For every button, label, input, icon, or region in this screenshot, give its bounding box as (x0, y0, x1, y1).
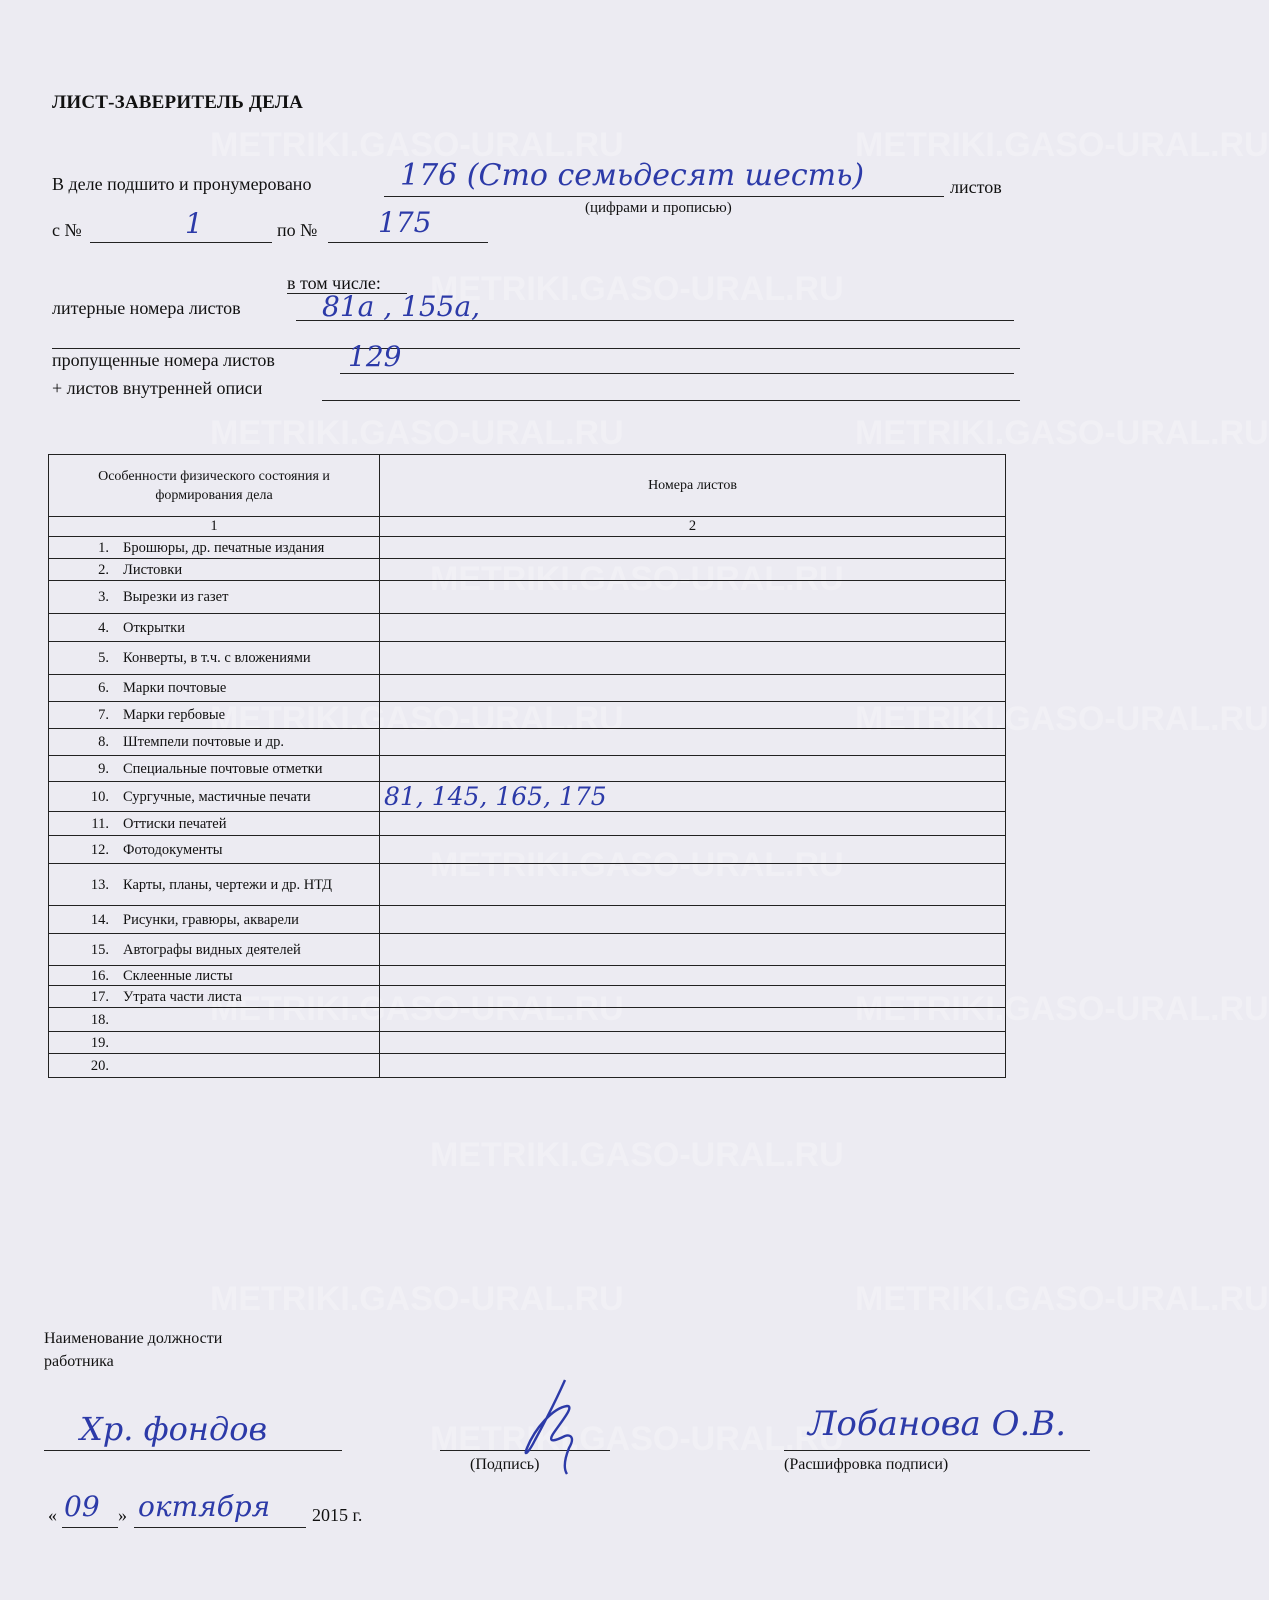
row-label: Марки почтовые (123, 680, 227, 696)
row-value (380, 906, 1006, 934)
including-label: в том числе: (287, 273, 381, 293)
signature-label: (Подпись) (470, 1456, 540, 1473)
row-number: 12. (90, 841, 109, 858)
row-value (380, 559, 1006, 581)
row-number: 19. (90, 1034, 109, 1051)
from-number-value: 1 (185, 207, 203, 240)
table-row (49, 756, 1006, 782)
to-number-value: 175 (378, 206, 432, 239)
table-row (49, 729, 1006, 756)
watermark: METRIKI.GASO-URAL.RU (210, 414, 624, 452)
watermark: METRIKI.GASO-URAL.RU (430, 1420, 844, 1458)
row-label: Рисунки, гравюры, акварели (123, 911, 299, 928)
row-label: Открытки (123, 619, 185, 636)
row-value (380, 864, 1006, 906)
row-number: 11. (91, 815, 109, 832)
date-day: 09 (64, 1490, 100, 1523)
header-page-numbers: Номера листов (380, 455, 1006, 517)
row-value-seals (380, 782, 1006, 812)
watermark: METRIKI.GASO-URAL.RU (855, 126, 1269, 164)
row-value (380, 986, 1006, 1008)
missing-numbers-label: пропущенные номера листов (52, 350, 275, 370)
table-row (49, 906, 1006, 934)
decipher-underline (784, 1450, 1090, 1451)
inner-inventory-label: + листов внутренней описи (52, 378, 263, 398)
row-number: 15. (90, 941, 109, 958)
table-row (49, 702, 1006, 729)
row-label: Специальные почтовые отметки (123, 760, 323, 777)
missing-numbers-underline (340, 373, 1014, 374)
row-number: 13. (90, 876, 109, 893)
row-label: Вырезки из газет (123, 589, 229, 605)
row-label: Карты, планы, чертежи и др. НТД (123, 876, 333, 893)
missing-numbers-value: 129 (348, 340, 402, 373)
row-number: 7. (98, 707, 109, 723)
inner-inventory-underline (322, 400, 1020, 401)
row-label: Склеенные листы (123, 967, 233, 984)
row-number: 18. (90, 1011, 109, 1028)
table-row (49, 934, 1006, 966)
position-label-line1: Наименование должности (44, 1330, 223, 1347)
watermark: METRIKI.GASO-URAL.RU (855, 990, 1269, 1028)
date-year: 2015 г. (312, 1505, 363, 1525)
to-number-label: по № (277, 220, 318, 240)
row-label: Сургучные, мастичные печати (123, 788, 311, 805)
sewn-pages-value: 176 (Сто семьдесят шесть) (400, 158, 865, 193)
letter-numbers-value: 81а , 155а, (322, 290, 481, 323)
document-title: ЛИСТ-ЗАВЕРИТЕЛЬ ДЕЛА (52, 92, 304, 113)
row-number: 4. (98, 619, 109, 636)
row-value (380, 934, 1006, 966)
row-value (380, 1032, 1006, 1054)
table-row (49, 864, 1006, 906)
decipher-label: (Расшифровка подписи) (784, 1456, 949, 1473)
watermark: METRIKI.GASO-URAL.RU (855, 1280, 1269, 1318)
row-value (380, 836, 1006, 864)
row-number: 3. (98, 589, 109, 605)
from-number-label: с № (52, 220, 82, 240)
row-number: 8. (98, 734, 109, 750)
sewn-pages-label: В деле подшито и пронумеровано (52, 174, 312, 194)
position-value: Хр. фондов (80, 1410, 268, 1448)
row-number: 14. (90, 911, 109, 928)
date-close-quote: » (118, 1505, 127, 1525)
row-value (380, 614, 1006, 642)
watermark: METRIKI.GASO-URAL.RU (210, 990, 624, 1028)
row-number: 5. (98, 650, 109, 666)
digits-words-hint: (цифрами и прописью) (585, 200, 732, 216)
table-row (49, 537, 1006, 559)
table-row (49, 1054, 1006, 1078)
letter-numbers-label: литерные номера листов (52, 298, 241, 318)
watermark: METRIKI.GASO-URAL.RU (855, 414, 1269, 452)
from-number-underline (90, 242, 272, 243)
watermark: METRIKI.GASO-URAL.RU (210, 700, 624, 738)
row-label: Автографы видных деятелей (123, 941, 301, 958)
position-label-line2: работника (44, 1353, 114, 1370)
decipher-value: Лобанова О.В. (808, 1404, 1067, 1444)
table-row (49, 836, 1006, 864)
date-month-underline (134, 1527, 306, 1528)
table-row (49, 581, 1006, 614)
row-value (380, 642, 1006, 675)
physical-state-table (48, 454, 1006, 1078)
row-label: Штемпели почтовые и др. (123, 734, 285, 750)
to-number-underline (328, 242, 488, 243)
table-row (49, 642, 1006, 675)
table-row (49, 559, 1006, 581)
row-value (380, 675, 1006, 702)
table-row (49, 986, 1006, 1008)
table-row (49, 1032, 1006, 1054)
table-row (49, 782, 1006, 812)
row-number: 16. (90, 967, 109, 984)
row-value (380, 702, 1006, 729)
row-number: 17. (90, 988, 109, 1005)
table-row (49, 614, 1006, 642)
row-value (380, 756, 1006, 782)
watermark: METRIKI.GASO-URAL.RU (430, 270, 844, 308)
watermark: METRIKI.GASO-URAL.RU (430, 1136, 844, 1174)
row-number: 9. (98, 760, 109, 777)
row-label: Марки гербовые (123, 707, 226, 723)
row-value (380, 812, 1006, 836)
row-number: 2. (98, 561, 109, 578)
date-day-underline (62, 1527, 118, 1528)
row-value (380, 1054, 1006, 1078)
date-open-quote: « (48, 1505, 57, 1525)
row-value (380, 966, 1006, 986)
table-row (49, 1008, 1006, 1032)
table-row (49, 966, 1006, 986)
row-label: Оттиски печатей (123, 815, 227, 832)
column-index-2: 2 (380, 517, 1006, 537)
seal-pages-value: 81, 145, 165, 175 (384, 782, 607, 811)
table-header-row (49, 455, 1006, 517)
watermark: METRIKI.GASO-URAL.RU (210, 126, 624, 164)
row-label: Утрата части листа (123, 988, 242, 1005)
row-value (380, 1008, 1006, 1032)
row-number: 6. (98, 680, 109, 696)
header-features: Особенности физического состояния и формирования дела (49, 455, 380, 517)
row-number: 10. (90, 788, 109, 805)
row-label: Брошюры, др. печатные издания (123, 539, 325, 556)
date-month: октября (138, 1490, 271, 1523)
pages-suffix: листов (950, 177, 1002, 197)
row-value (380, 729, 1006, 756)
table-index-row (49, 517, 1006, 537)
row-number: 20. (90, 1057, 109, 1074)
row-label: Фотодокументы (123, 841, 223, 858)
watermark: METRIKI.GASO-URAL.RU (430, 846, 844, 884)
table-row (49, 812, 1006, 836)
watermark: METRIKI.GASO-URAL.RU (430, 560, 844, 598)
letter-numbers-extra-line (52, 348, 1020, 349)
row-number: 1. (98, 539, 109, 556)
row-value (380, 537, 1006, 559)
row-value (380, 581, 1006, 614)
watermark: METRIKI.GASO-URAL.RU (210, 1280, 624, 1318)
row-label: Конверты, в т.ч. с вложениями (123, 650, 311, 666)
watermark: METRIKI.GASO-URAL.RU (855, 700, 1269, 738)
row-label: Листовки (123, 561, 183, 578)
column-index-1: 1 (49, 517, 380, 537)
position-underline (44, 1450, 342, 1451)
table-row (49, 675, 1006, 702)
sewn-pages-underline (384, 196, 944, 197)
